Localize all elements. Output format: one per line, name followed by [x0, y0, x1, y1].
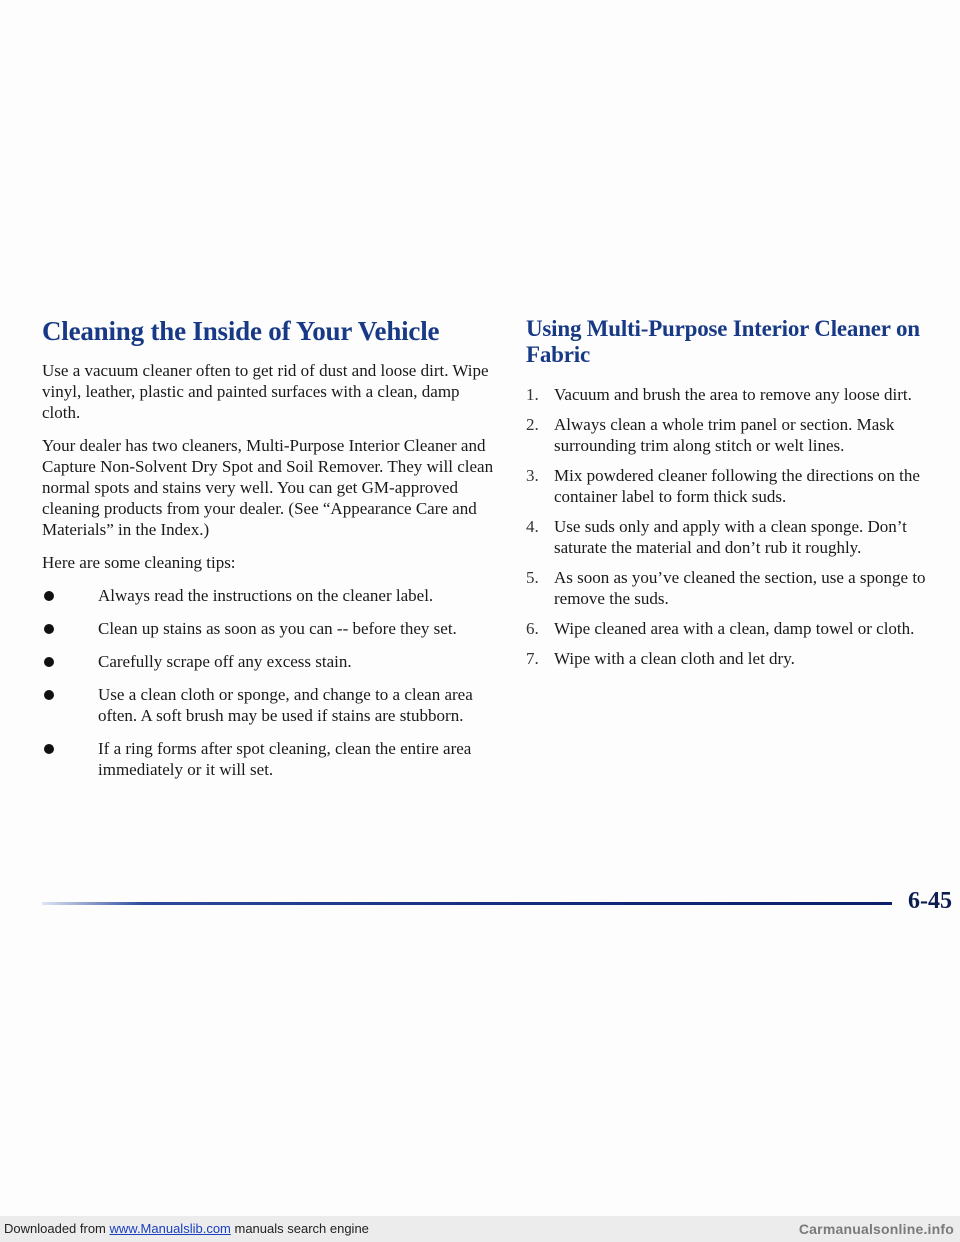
manualslib-link[interactable]: www.Manualslib.com	[109, 1221, 231, 1236]
list-item	[526, 648, 952, 669]
step-text: As soon as you’ve cleaned the section, use a sponge to remove the suds.	[554, 568, 926, 608]
tips-intro: Here are some cleaning tips:	[42, 553, 236, 572]
footer-suffix: manuals search engine	[230, 1221, 369, 1236]
left-column	[42, 316, 500, 792]
step-text: Wipe with a clean cloth and let dry.	[554, 649, 795, 668]
list-item	[526, 567, 952, 609]
step-text: Vacuum and brush the area to remove any loose dirt.	[554, 385, 912, 404]
intro-paragraph: Use a vacuum cleaner often to get rid of dust and loose dirt. Wipe vinyl, leather, plastic and painted surfaces with a clean, damp cloth.	[42, 361, 489, 422]
tip-text: Always read the instructions on the cleaner label.	[98, 586, 434, 605]
bullet-icon	[44, 657, 54, 667]
list-item	[526, 618, 952, 639]
page-rule-divider	[42, 902, 892, 905]
list-item	[42, 684, 500, 726]
step-number: 2.	[526, 415, 539, 434]
list-item	[42, 651, 500, 672]
step-text: Use suds only and apply with a clean sponge. Don’t saturate the material and don’t rub it roughly.	[554, 517, 907, 557]
step-number: 6.	[526, 619, 539, 638]
step-number: 1.	[526, 385, 539, 404]
step-number: 7.	[526, 649, 539, 668]
list-item	[42, 585, 500, 606]
cleaning-steps-list	[526, 384, 952, 669]
list-item	[526, 384, 952, 405]
list-item	[526, 516, 952, 558]
step-text: Always clean a whole trim panel or section. Mask surrounding trim along stitch or welt lines.	[554, 415, 895, 455]
cleaning-tips-list	[42, 585, 500, 780]
step-number: 3.	[526, 466, 539, 485]
watermark-text: Carmanualsonline.info	[798, 1221, 954, 1237]
list-item	[42, 738, 500, 780]
tip-text: Carefully scrape off any excess stain.	[98, 652, 352, 671]
step-number: 5.	[526, 568, 539, 587]
right-column	[526, 316, 952, 678]
step-text: Mix powdered cleaner following the directions on the container label to form thick suds.	[554, 466, 920, 506]
bullet-icon	[44, 690, 54, 700]
list-item	[526, 414, 952, 456]
dealer-cleaners-paragraph: Your dealer has two cleaners, Multi-Purpose Interior Cleaner and Capture Non-Solvent Dry Spot and Soil Remover. They will clean normal spots and stains very well. You can get GM-approved cleaning products from your dealer. (See “Appearance Care and Materials” in the Index.)	[42, 436, 494, 539]
section-title-multipurpose-cleaner: Using Multi-Purpose Interior Cleaner on Fabric	[526, 316, 920, 367]
footer-prefix: Downloaded from	[4, 1221, 110, 1236]
bullet-icon	[44, 744, 54, 754]
tip-text: Clean up stains as soon as you can -- before they set.	[98, 619, 457, 638]
page-number: 6-45	[908, 888, 952, 914]
tip-text: If a ring forms after spot cleaning, clean the entire area immediately or it will set.	[98, 739, 472, 779]
footer-attribution	[4, 1216, 369, 1242]
list-item	[42, 618, 500, 639]
tip-text: Use a clean cloth or sponge, and change to a clean area often. A soft brush may be used if stains are stubborn.	[98, 685, 473, 725]
bullet-icon	[44, 591, 54, 601]
bullet-icon	[44, 624, 54, 634]
section-title-cleaning-inside: Cleaning the Inside of Your Vehicle	[42, 316, 440, 346]
download-footer	[0, 1216, 960, 1242]
step-number: 4.	[526, 517, 539, 536]
step-text: Wipe cleaned area with a clean, damp towel or cloth.	[554, 619, 915, 638]
list-item	[526, 465, 952, 507]
